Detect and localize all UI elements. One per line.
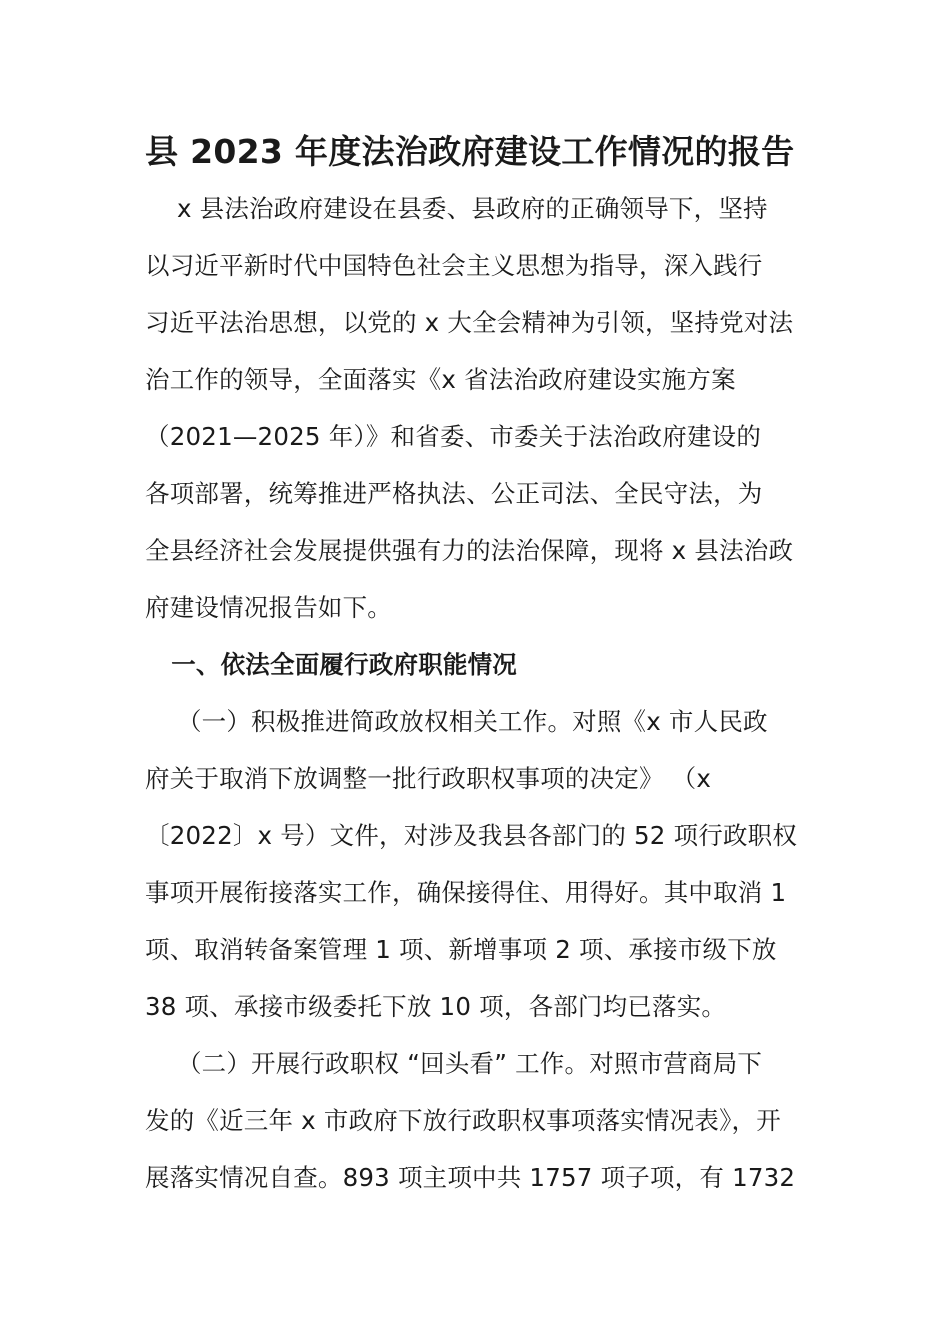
- paragraph-line: 展落实情况自查。893 项主项中共 1757 项子项，有 1732: [145, 1163, 796, 1192]
- paragraph-line: 治工作的领导，全面落实《x 省法治政府建设实施方案: [145, 365, 736, 394]
- paragraph-line: 项、取消转备案管理 1 项、新增事项 2 项、承接市级下放: [145, 935, 777, 964]
- paragraph-line: 府关于取消下放调整一批行政职权事项的决定》 （x: [145, 764, 712, 793]
- paragraph-line: x 县法治政府建设在县委、县政府的正确领导下，坚持: [145, 194, 768, 223]
- paragraph-line: 事项开展衔接落实工作，确保接得住、用得好。其中取消 1: [145, 878, 787, 907]
- paragraph-line: 〔2022〕x 号）文件，对涉及我县各部门的 52 项行政职权: [145, 821, 798, 850]
- document-title: 县 2023 年度法治政府建设工作情况的报告: [145, 132, 795, 171]
- paragraph-line: 全县经济社会发展提供强有力的法治保障，现将 x 县法治政: [145, 536, 794, 565]
- paragraph-line: （2021—2025 年）》和省委、市委关于法治政府建设的: [145, 422, 762, 451]
- paragraph-line: 习近平法治思想，以党的 x 大全会精神为引领，坚持党对法: [145, 308, 794, 337]
- section-heading: 一、依法全面履行政府职能情况: [145, 650, 517, 679]
- paragraph-line: 38 项、承接市级委托下放 10 项，各部门均已落实。: [145, 992, 727, 1021]
- paragraph-line: 府建设情况报告如下。: [145, 593, 392, 622]
- paragraph-line: （一）积极推进简政放权相关工作。对照《x 市人民政: [145, 707, 768, 736]
- paragraph-line: 各项部署，统筹推进严格执法、公正司法、全民守法，为: [145, 479, 763, 508]
- paragraph-line: 发的《近三年 x 市政府下放行政职权事项落实情况表》，开: [145, 1106, 781, 1135]
- paragraph-line: （二）开展行政职权 “回头看” 工作。对照市营商局下: [145, 1049, 763, 1078]
- paragraph-line: 以习近平新时代中国特色社会主义思想为指导，深入践行: [145, 251, 763, 280]
- document-body: [145, 180, 810, 1206]
